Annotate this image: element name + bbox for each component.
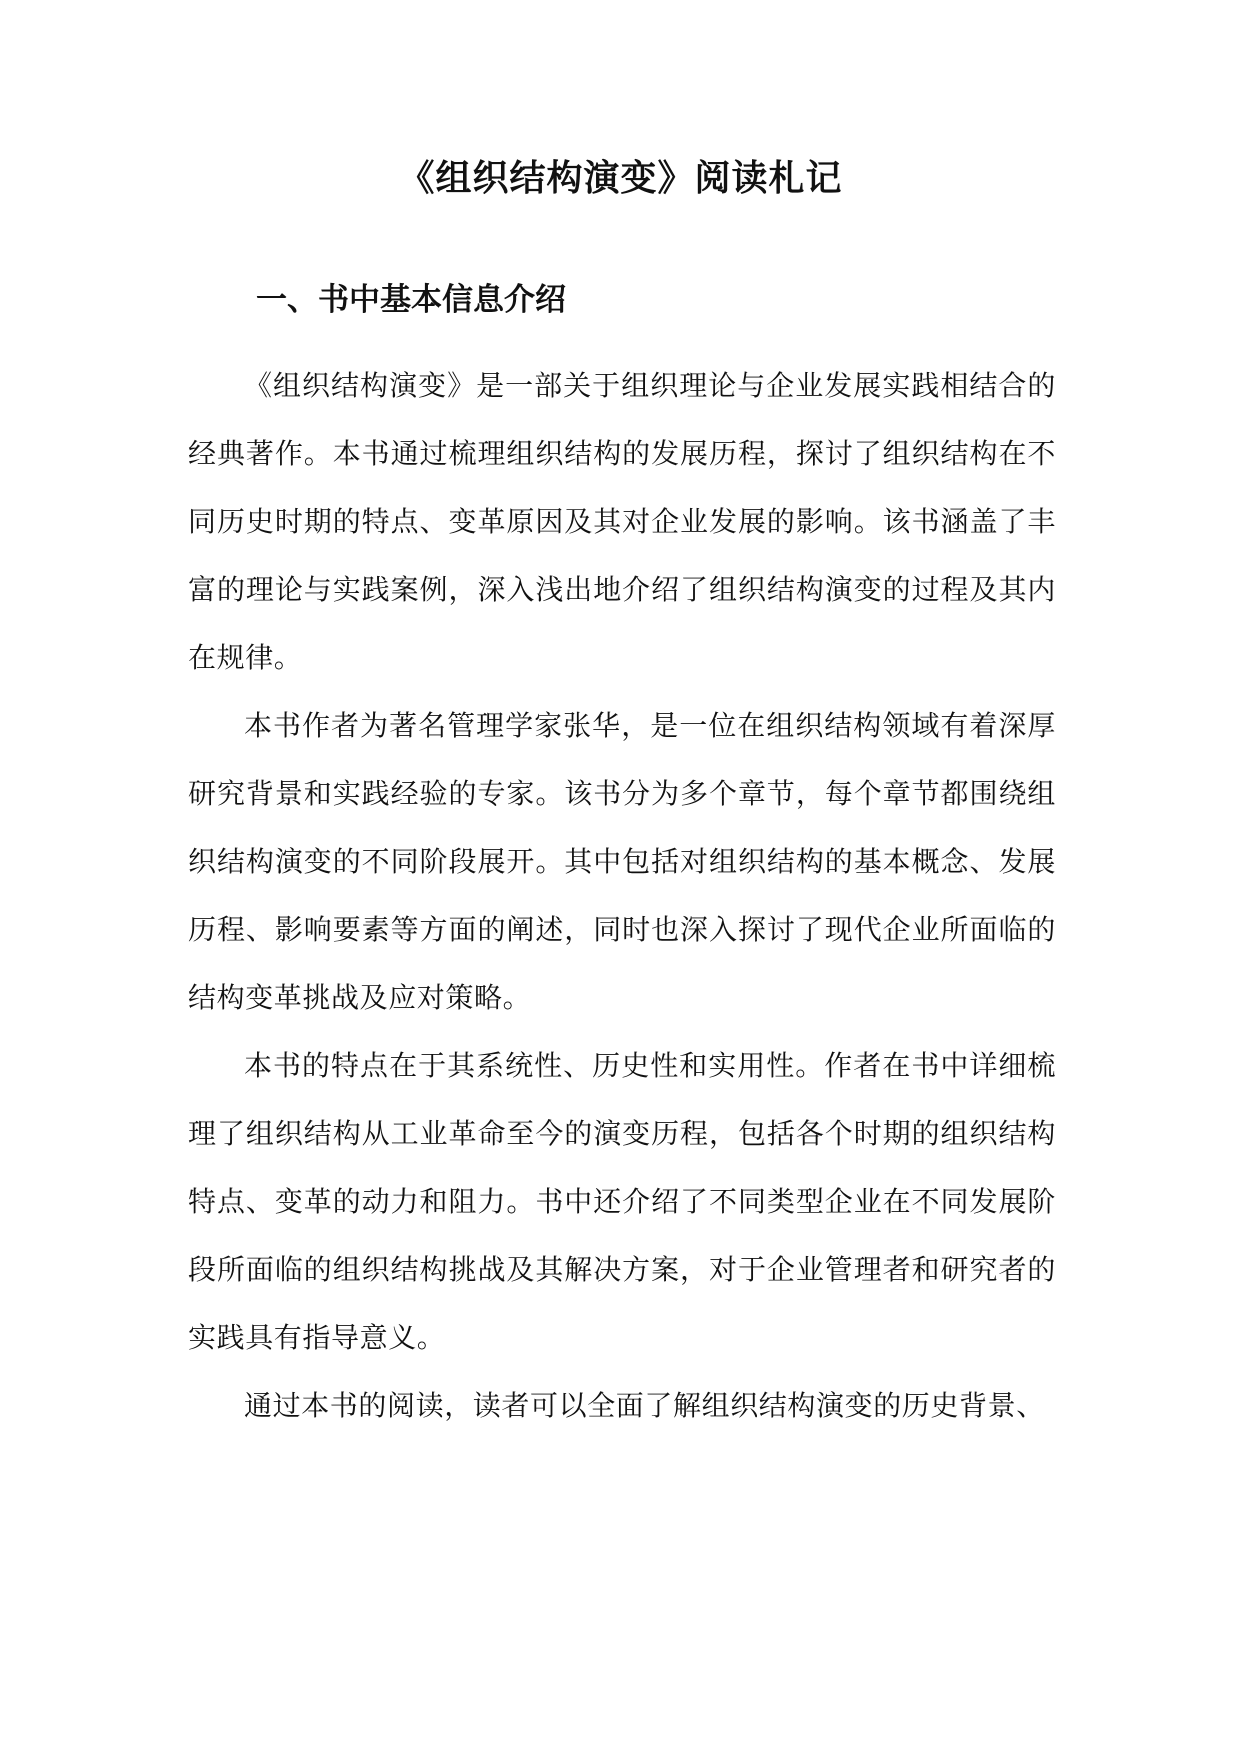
section-heading: 一、书中基本信息介绍 (256, 282, 566, 318)
document-title: 《组织结构演变》阅读札记 (398, 157, 843, 199)
paragraph: 《组织结构演变》是一部关于组织理论与企业发展实践相结合的经典著作。本书通过梳理组织结构的发展历程，探讨了组织结构在不同历史时期的特点、变革原因及其对企业发展的影响。该书涵盖了丰富的理论与实践案例，深入浅出地介绍了组织结构演变的过程及其内在规律。 (188, 369, 1056, 674)
paragraph: 通过本书的阅读，读者可以全面了解组织结构演变的历史背景、 (244, 1389, 1045, 1422)
paragraph: 本书的特点在于其系统性、历史性和实用性。作者在书中详细梳理了组织结构从工业革命至今的演变历程，包括各个时期的组织结构特点、变革的动力和阻力。书中还介绍了不同类型企业在不同发展阶段所面临的组织结构挑战及其解决方案，对于企业管理者和研究者的实践具有指导意义。 (188, 1049, 1056, 1354)
paragraph: 本书作者为著名管理学家张华，是一位在组织结构领域有着深厚研究背景和实践经验的专家。该书分为多个章节，每个章节都围绕组织结构演变的不同阶段展开。其中包括对组织结构的基本概念、发展历程、影响要素等方面的阐述，同时也深入探讨了现代企业所面临的结构变革挑战及应对策略。 (188, 709, 1056, 1014)
body-text (188, 352, 1056, 1440)
